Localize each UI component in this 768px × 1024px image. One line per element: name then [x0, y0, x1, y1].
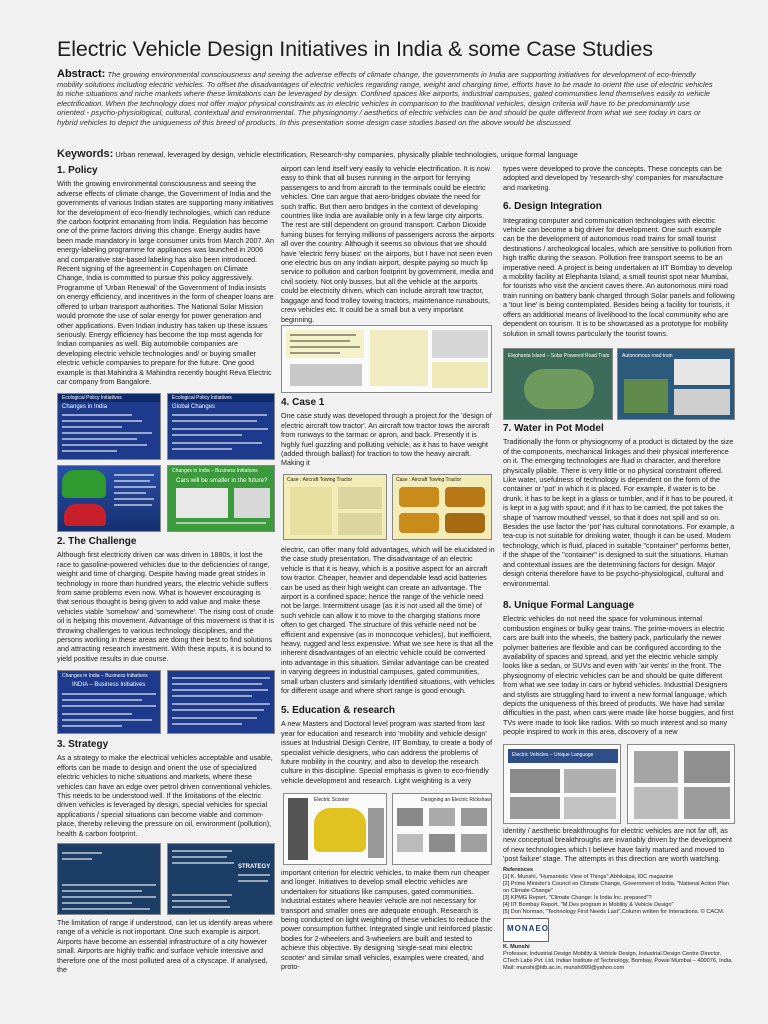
case1-section — [281, 396, 495, 470]
design1-fig-title: Elephanta Island – Solar Powered Road Train — [508, 353, 610, 359]
author-block — [503, 944, 733, 972]
challenge-heading: 2. The Challenge — [57, 536, 137, 547]
slide5-head: STRATEGY — [238, 864, 271, 870]
strategy-text-2: The limitation of range if understood, can let us identify areas where range of a vehicle is not important. One such example is airport. Airports have become an essential infrastructure of a city however small. Airports are highly traffic and surface vehicle intensive and therefore one of the most polluted area of a cityscape. If analysed, the — [57, 918, 273, 975]
figure-road-train — [617, 348, 735, 420]
column-3 — [503, 164, 735, 340]
keywords-text: Urban renewal, leveraged by design, vehicle electrification, Research-shy companies, physically pliable technologies, unique formal language — [115, 150, 578, 159]
formal-language-text-2: identity / aesthetic breakthroughs for electric vehicles are not far off, as new conceptual breakthroughs are invariably driven by the development of new technologies which I believe have fairly matured and moved to 'post failure' stage. The attempts in this direction are worth watching. — [503, 826, 732, 864]
references — [503, 867, 733, 916]
figure-electric-rickshaw — [392, 793, 492, 865]
abstract-text: The growing environmental consciousness and seeing the adverse effects of climate change, the governments in India are supporting initiatives for development of eco-friendly mobility solutions including electric vehicles. To offset the disadvantages of electric vehicles regarding range, weight and charging time, efforts have to be made to orient the use of electric vehicles to niche situations and niche markets where these limitations can be leveraged by design. Confined spaces like airports, industrial campuses, gated communities lend themselves easily to vehicle electrification. When the technology does not offer major physical constraints as in electric vehicles in comparison to the traditional vehicles, design criteria will have to be predominantly use oriented - psycho-physiological, cultural, contextual and environmental. The physiognomy / aesthetics of electric vehicles can be and should be quite different from what we see today in cars or hybrid vehicles to depict the uniqueness of this breed of products. In this presentation some design case studies based on the above would be discussed. — [57, 70, 713, 127]
policy-heading: 1. Policy — [57, 165, 98, 176]
case1-heading: 4. Case 1 — [281, 397, 325, 408]
reference-item: [3] KPMG Report, "Climate Change: Is India Inc. prepared"? — [503, 895, 652, 901]
design-integration-text: Integrating computer and communication technologies with electric vehicle can become a big driver for development. One such example can be the development of autonomous road trains for small tourist destinations / archeological locales, which are sensitive to pollution from high traffic during the season. Pollution free transport seems to be an imperative need. A project is being undertaken at IIT Bombay to develop a mobility facility at Elephanta Island, a small tourist spot near Mumbai, for tourists who visit the ancient caves there. An autonomous mini road train running on battery bank charged through Solar panels and following a 'tour line' is being contemplated. Besides being a facility for tourists, it offers an additional means of livelihood to the local community who are dependent on tourism. It is to be showcased as a prototype for mobility solution in small towns particularly the tourist towns. — [503, 215, 735, 338]
keywords — [57, 148, 717, 160]
figure-airport-vehicles — [281, 325, 492, 393]
figure-unique-language-2 — [627, 744, 735, 824]
figure-elephanta-island — [503, 348, 613, 420]
figure-case1-tractor-1 — [283, 474, 387, 540]
strategy-section-2 — [57, 918, 274, 976]
reference-item: [5] Don Norman, "Technology First Needs Last",Column written for Interactions. © CACM. — [503, 909, 725, 915]
poster-title: Electric Vehicle Design Initiatives in India & some Case Studies — [57, 37, 653, 61]
concepts-text: types were developed to prove the concepts. These concepts can be adopted and developed by 'research-shy' companies for manufacture and marketing. — [503, 164, 724, 192]
strategy-section — [57, 738, 274, 840]
formal-language-section — [503, 599, 735, 739]
design2-fig-title: Autonomous road train — [622, 353, 673, 359]
column-1 — [57, 164, 274, 388]
challenge-text: Although first electricity driven car was driven in 1880s, it lost the race to gasoline-powered vehicles due to the deficiencies of range, weight and time of charging. Despite having made great strides in technology in more than hundred years, the electric vehicle suffers from same problems even now. What is however encouraging is that serious thought is being given to add value and make these vehicles viable 'somehow' and 'somewhere'. The rising cost of crude oil is helping this movement. Advantage of this movement is that it is throwing challenges to various technology disciplines, and the persons working in these areas are doing their best to find solutions and attracting research investment. With these inputs, it is bound to yield positive results in due course. — [57, 550, 274, 663]
case1-text-2: electric, can offer many fold advantages, which will be elucidated in the case study presentation. The disadvantage of an electric vehicle is that it is heavy, which is a positive aspect for an aircraft tow tractor. Cheaper, heavier and dependable lead acid batteries can be used as their high weight can create an advantage. The airport is a confined space; hence the range of the vehicle need not be large. Intermittent usage (as it is not used all the time) of such vehicle can allow it to move to the charging stations more often to get charged. The structure of this vehicle need not be efficient and expensive (as in monocoque vehicles), but inefficient, heavy, rugged and less expensive. What we see here is that all the inherent disadvantages of an electric vehicle could be converted into advantage in this situation. Similar advantage can be created in varying degrees in industrial campuses, gated communities, small urban clusters and similarly identified situations, with vehicles for different usage and where short range is good enough. — [281, 545, 495, 696]
figure-strategy-1 — [57, 843, 161, 915]
slide3-sub: Changes in India – Business Initiatives — [172, 468, 258, 474]
figure-policy-global — [167, 393, 275, 460]
water-pot-heading: 7. Water in Pot Model — [503, 423, 604, 434]
figure-electric-scooter — [283, 793, 387, 865]
education-section — [281, 704, 495, 787]
slide1-sub: Changes in India — [62, 404, 108, 410]
case1-section-2 — [281, 545, 495, 698]
challenge-section — [57, 535, 274, 665]
column-2 — [281, 164, 495, 326]
figure-case1-tractor-2 — [392, 474, 492, 540]
figure-business-india-2 — [167, 670, 275, 734]
slide4-name: INDIA – Business Initiatives — [72, 682, 146, 688]
edu1-fig-title: Electric Scooter — [314, 797, 350, 803]
figure-unique-language-1 — [503, 744, 621, 824]
case2-fig-title: Case : Aircraft Towing Tractor — [396, 477, 462, 483]
logo-text: MONAEO — [507, 924, 549, 933]
education-heading: 5. Education & research — [281, 705, 395, 716]
strategy-text: As a strategy to make the electrical vehicles acceptable and usable, efforts can be made to design and orient the use of specialized electric vehicles to niche situations and markets, where these vehicles can have an edge over petrol driven conventional vehicles. This needs to be understood well. If the limitations of the electric driven vehicles is leveraged by design, special vehicles for special applications / special situations can become viable and common-place, thereby relieving the pressure on oil, environment (pollution), health & carbon footprint. — [57, 753, 273, 838]
case1-fig-title: Case : Aircraft Towing Tractor — [287, 477, 353, 483]
reference-item: [2] Prime Minister's Council on Climate Change, Government of India, "National Action Plan on Climate Change" — [503, 881, 729, 894]
keywords-label: Keywords: — [57, 148, 114, 160]
strategy-heading: 3. Strategy — [57, 739, 109, 750]
institute-logo — [503, 918, 549, 942]
design-integration-heading: 6. Design Integration — [503, 201, 602, 213]
slide3-question: Cars will be smaller in the future? — [176, 477, 268, 484]
formal-language-section-2 — [503, 826, 735, 866]
author-name: K. Munshi — [503, 944, 530, 950]
abstract-label: Abstract: — [57, 68, 106, 80]
abstract — [57, 70, 717, 128]
slide2-title: Ecological Policy Initiatives — [172, 395, 232, 401]
formal-language-text: Electric vehicles do not need the space for voluminous internal combustion engines or bulky gear trains. The prime-movers in electric cars are built into the wheels, the battery pack, particularly the newer polymer batteries are flexible and can be configured according to the availability of spaces and spread, and yet the electric vehicle simply looks like a sedan, or SUVs and even with 'air vents' in the front. The physiognomy of electric vehicles can be and should be quite different from what we see today in cars or hybrid vehicles. Industrial Designers and stylists are struggling hard to invent a new formal language, which depicts the uniqueness of this breed of products. We have had similar difficulties in the past, when cars were made like horse buggies, and first TVs were made to look like radios. With so much interest and so many people inspired to work in this area, discovery of a new — [503, 614, 734, 737]
case1-text: One case study was developed through a project for the 'design of electric aircraft tow tractor'. An aircraft tow tractor tows the aircraft from runways to the tarmac or apron, and back. Presently it is highly fuel guzzling and polluting vehicle, as it has to have weight (added through ballast) for traction to tow the heavy aircraft. Making it — [281, 411, 492, 468]
figure-business-cars — [57, 465, 161, 532]
water-pot-section — [503, 422, 735, 590]
edu2-fig-title: Designing an Electric Rickshaw — [421, 797, 491, 803]
education-text-2: important criterion for electric vehicles, to make them run cheaper and longer. Initiatives to develop small electric vehicles are undertaken for situations like campuses, gated communities. Industrial estates where heavier vehicle are not necessary for transport and smaller ones are adequate enough. Research is being conducted on light weighting of these vehicles to reduce the power consumption further. Integrated single unit reinforced plastic bodies for 2-wheelers and 3-wheelers are built and tested to achieve this objective. By designing 'single-seat mini electric scooter' and similar small vehicles, examples were created, and proto- — [281, 868, 493, 972]
figure-business-india — [57, 670, 161, 734]
education-section-2 — [281, 868, 495, 973]
reference-item: [1] K. Munshi, "Humanistic View of Things",Abhikalpa, IDC magazine — [503, 874, 674, 880]
author-affiliation: Professor, Industrial Design Mobility & Vehicle Design, Industrial Design Centre Director, CTech Labs Pvt. Ltd. Indian Institute of Technology, Bombay, Powai Mumbai – 400076, India. — [503, 951, 733, 964]
water-pot-text: Traditionally the form or physiognomy of a product is dictated by the size of the components, mechanical linkages and their physical interference on it. The emerging technologies are fluid in character, and therefore physically pliable. There is very little or no physical constraint offered. Like water, usefulness of technology is dependent on the form of the container or 'pot' in which it is placed. For example, if water is to be drunk, it has to be kept in a glass or tumbler, and if it has to be poured, it is kept in a jug with spout; and if it has to be carried, the pot takes the shape of 'narrow mouthed' vessel, so that it does not spill and so on. Besides the use factor the 'pot' has cultural connotations. For example, a tea-cup is not suitable for drinking water, though it can be used. Modern technology, which is fluid, placed in suitable "container" performs better, if the shape of the "container" is designed to suit the situations. Human and contextual issues are the determining factors for design. Major design criteria therefore have to be psycho-physiological, cultural and environmental. — [503, 437, 735, 588]
airport-text: airport can lend itself very easily to vehicle electrification. It is now easy to think that all buses running in the airport for ferrying passengers to and from aircraft to the terminals could be electric vehicles. One can argue that aero-bridges obviate the need for such traffic. But then aero bridges in the context of developing countries like India are available only in a few large city airports. The rest are still dependent on ground transport. Carbon Dioxide fuming buses for ferrying millions of passengers across the airports all over the country. Although it seems so obvious that we should have 'electric ferry buses' on the airports, but I have not seen even one electric bus on any Indian airport, despite paying so much lip service to pollution and carbon footprint by government, media and civil society. Not only busses, but all the vehicle at the airports could be electricity driven, which can include aircraft tow tractor, baggage and food trolley towing tractors, maintenance runabouts, crew vehicles etc. It could be a small but a very important beginning. — [281, 164, 495, 324]
education-text: A new Masters and Doctoral level program was started from last year for education and research into 'mobility and vehicle design' issues at Industrial Design Centre, IIT Bombay, to create a body of specialist vehicle designers, who can address the problems of future mobility in the country, and also to develop the research culture in this discipline. Special emphasis is given to eco-friendly vehicle development and research. Light weighting is a very — [281, 719, 493, 785]
formal-language-heading: 8. Unique Formal Language — [503, 600, 635, 611]
author-email: Mail: munshi@iitb.ac.in, munshi999@yahoo.com — [503, 965, 625, 971]
policy-text: With the growing environmental consciousness and seeing the adverse effects of climate change, the Government of India and the governments of various Indian states are supporting many initiatives for the development of eco-friendly technologies, which can reduce the carbon footprint emanating from India. Regulation has become one of the prime factors driving this change. Energy audits have been made mandatory in large consumer units from March 2007. An energy-labeling programme for appliances was launched in 2006 and comparative star-based labeling has also been introduced. Recent signing of the agreement in Copenhagen on Climate Change, India is committed to pursue this policy aggressively. Programme of 'Urban Renewal' of the Government of India insists on energy efficiency, and incentives in the form of cheaper loans are offered to urban transport authorities. The National Solar Mission would promote the use of solar energy for power generation and other applications. Even Indian industry has taken up these issues seriously. Energy efficiency has become the top most agenda for Indian companies as well. Big automobile companies are developing electric vehicle technologies and/ or buying smaller electric vehicle companies to prepare for the future. One good example is that Mahindra & Mahindra recently bought Reva Electric car company from Bangalore. — [57, 179, 274, 386]
figure-business-smaller-cars — [167, 465, 275, 532]
slide2-sub: Global Changes — [172, 404, 216, 410]
figure-policy-india — [57, 393, 161, 460]
slide4-sub: Changes in India – Business Initiatives — [62, 673, 148, 679]
pot-fig-title: Electric Vehicles – Unique Language — [512, 752, 594, 758]
references-heading: References — [503, 867, 534, 873]
figure-strategy-2 — [167, 843, 275, 915]
slide1-title: Ecological Policy Initiatives — [62, 395, 122, 401]
reference-item: [4] IIT Bombay Report, "M.Des program in Mobility & Vehicle Design" — [503, 902, 674, 908]
